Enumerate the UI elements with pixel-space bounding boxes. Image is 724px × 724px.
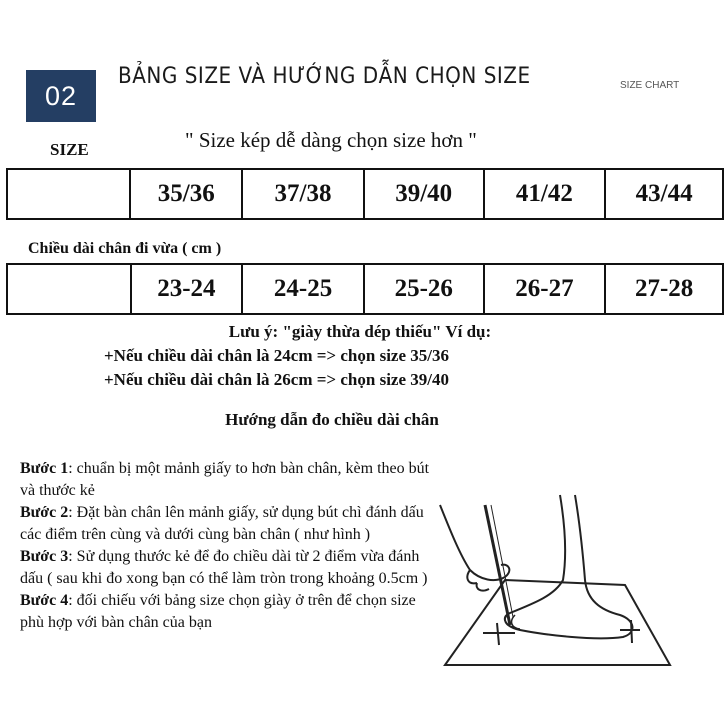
size-row: [7, 169, 723, 219]
guide-title: Hướng dẫn đo chiều dài chân: [225, 410, 439, 429]
length-cell: 23-24: [131, 264, 243, 314]
guide-step: [20, 590, 440, 634]
foot-length-table: [6, 263, 724, 315]
length-cell: 24-25: [242, 264, 364, 314]
section-number-badge: 02: [26, 70, 96, 122]
size-cell: 41/42: [484, 169, 606, 219]
toe-mark-cross: [497, 623, 499, 645]
size-table: [6, 168, 724, 220]
length-row: [7, 264, 723, 314]
step-text: : đối chiếu với bảng size chọn giày ở trên để chọn size phù hợp với bàn chân của bạn: [20, 592, 416, 631]
foot-measure-icon: [425, 485, 675, 685]
step-label: Bước 4: [20, 592, 69, 609]
guide-steps: [20, 458, 440, 634]
size-tagline: " Size kép dễ dàng chọn size hơn ": [185, 128, 477, 152]
size-cell: 37/38: [242, 169, 364, 219]
size-cell: 43/44: [605, 169, 723, 219]
step-label: Bước 3: [20, 548, 69, 565]
paper-sheet: [445, 580, 670, 665]
guide-step: [20, 458, 440, 502]
size-cell: 39/40: [364, 169, 484, 219]
note-line-2: +Nếu chiều dài chân là 24cm => chọn size 35/36: [104, 346, 449, 365]
foot-length-label: Chiều dài chân đi vừa ( cm ): [28, 240, 222, 257]
guide-step: [20, 546, 440, 590]
step-label: Bước 2: [20, 504, 69, 521]
length-row-header-cell: [7, 264, 131, 314]
pencil-edge: [491, 505, 513, 617]
size-row-header-cell: [7, 169, 130, 219]
size-chart-caption: SIZE CHART: [620, 80, 680, 91]
note-line-3: +Nếu chiều dài chân là 26cm => chọn size 39/40: [104, 370, 449, 389]
note-line-1: Lưu ý: "giày thừa dép thiếu" Ví dụ:: [228, 322, 492, 341]
guide-step: [20, 502, 440, 546]
page-title: BẢNG SIZE VÀ HƯỚNG DẪN CHỌN SIZE: [118, 62, 531, 89]
size-cell: 35/36: [130, 169, 242, 219]
step-text: : chuẩn bị một mảnh giấy to hơn bàn chân, kèm theo bút và thước kẻ: [20, 460, 430, 499]
length-cell: 25-26: [364, 264, 484, 314]
heel-mark-cross: [631, 620, 632, 643]
step-text: : Đặt bàn chân lên mảnh giấy, sử dụng bút chì đánh dấu các điểm trên cùng và dưới cùng bàn chân ( như hình ): [20, 504, 424, 543]
step-text: : Sử dụng thước kẻ để đo chiều dài từ 2 điểm vừa đánh dấu ( sau khi đo xong bạn có thể làm tròn trong khoảng 0.5cm ): [20, 548, 428, 587]
step-label: Bước 1: [20, 460, 69, 477]
foot-outline: [505, 495, 633, 638]
length-cell: 27-28: [605, 264, 723, 314]
length-cell: 26-27: [484, 264, 606, 314]
size-label: SIZE: [50, 140, 89, 159]
